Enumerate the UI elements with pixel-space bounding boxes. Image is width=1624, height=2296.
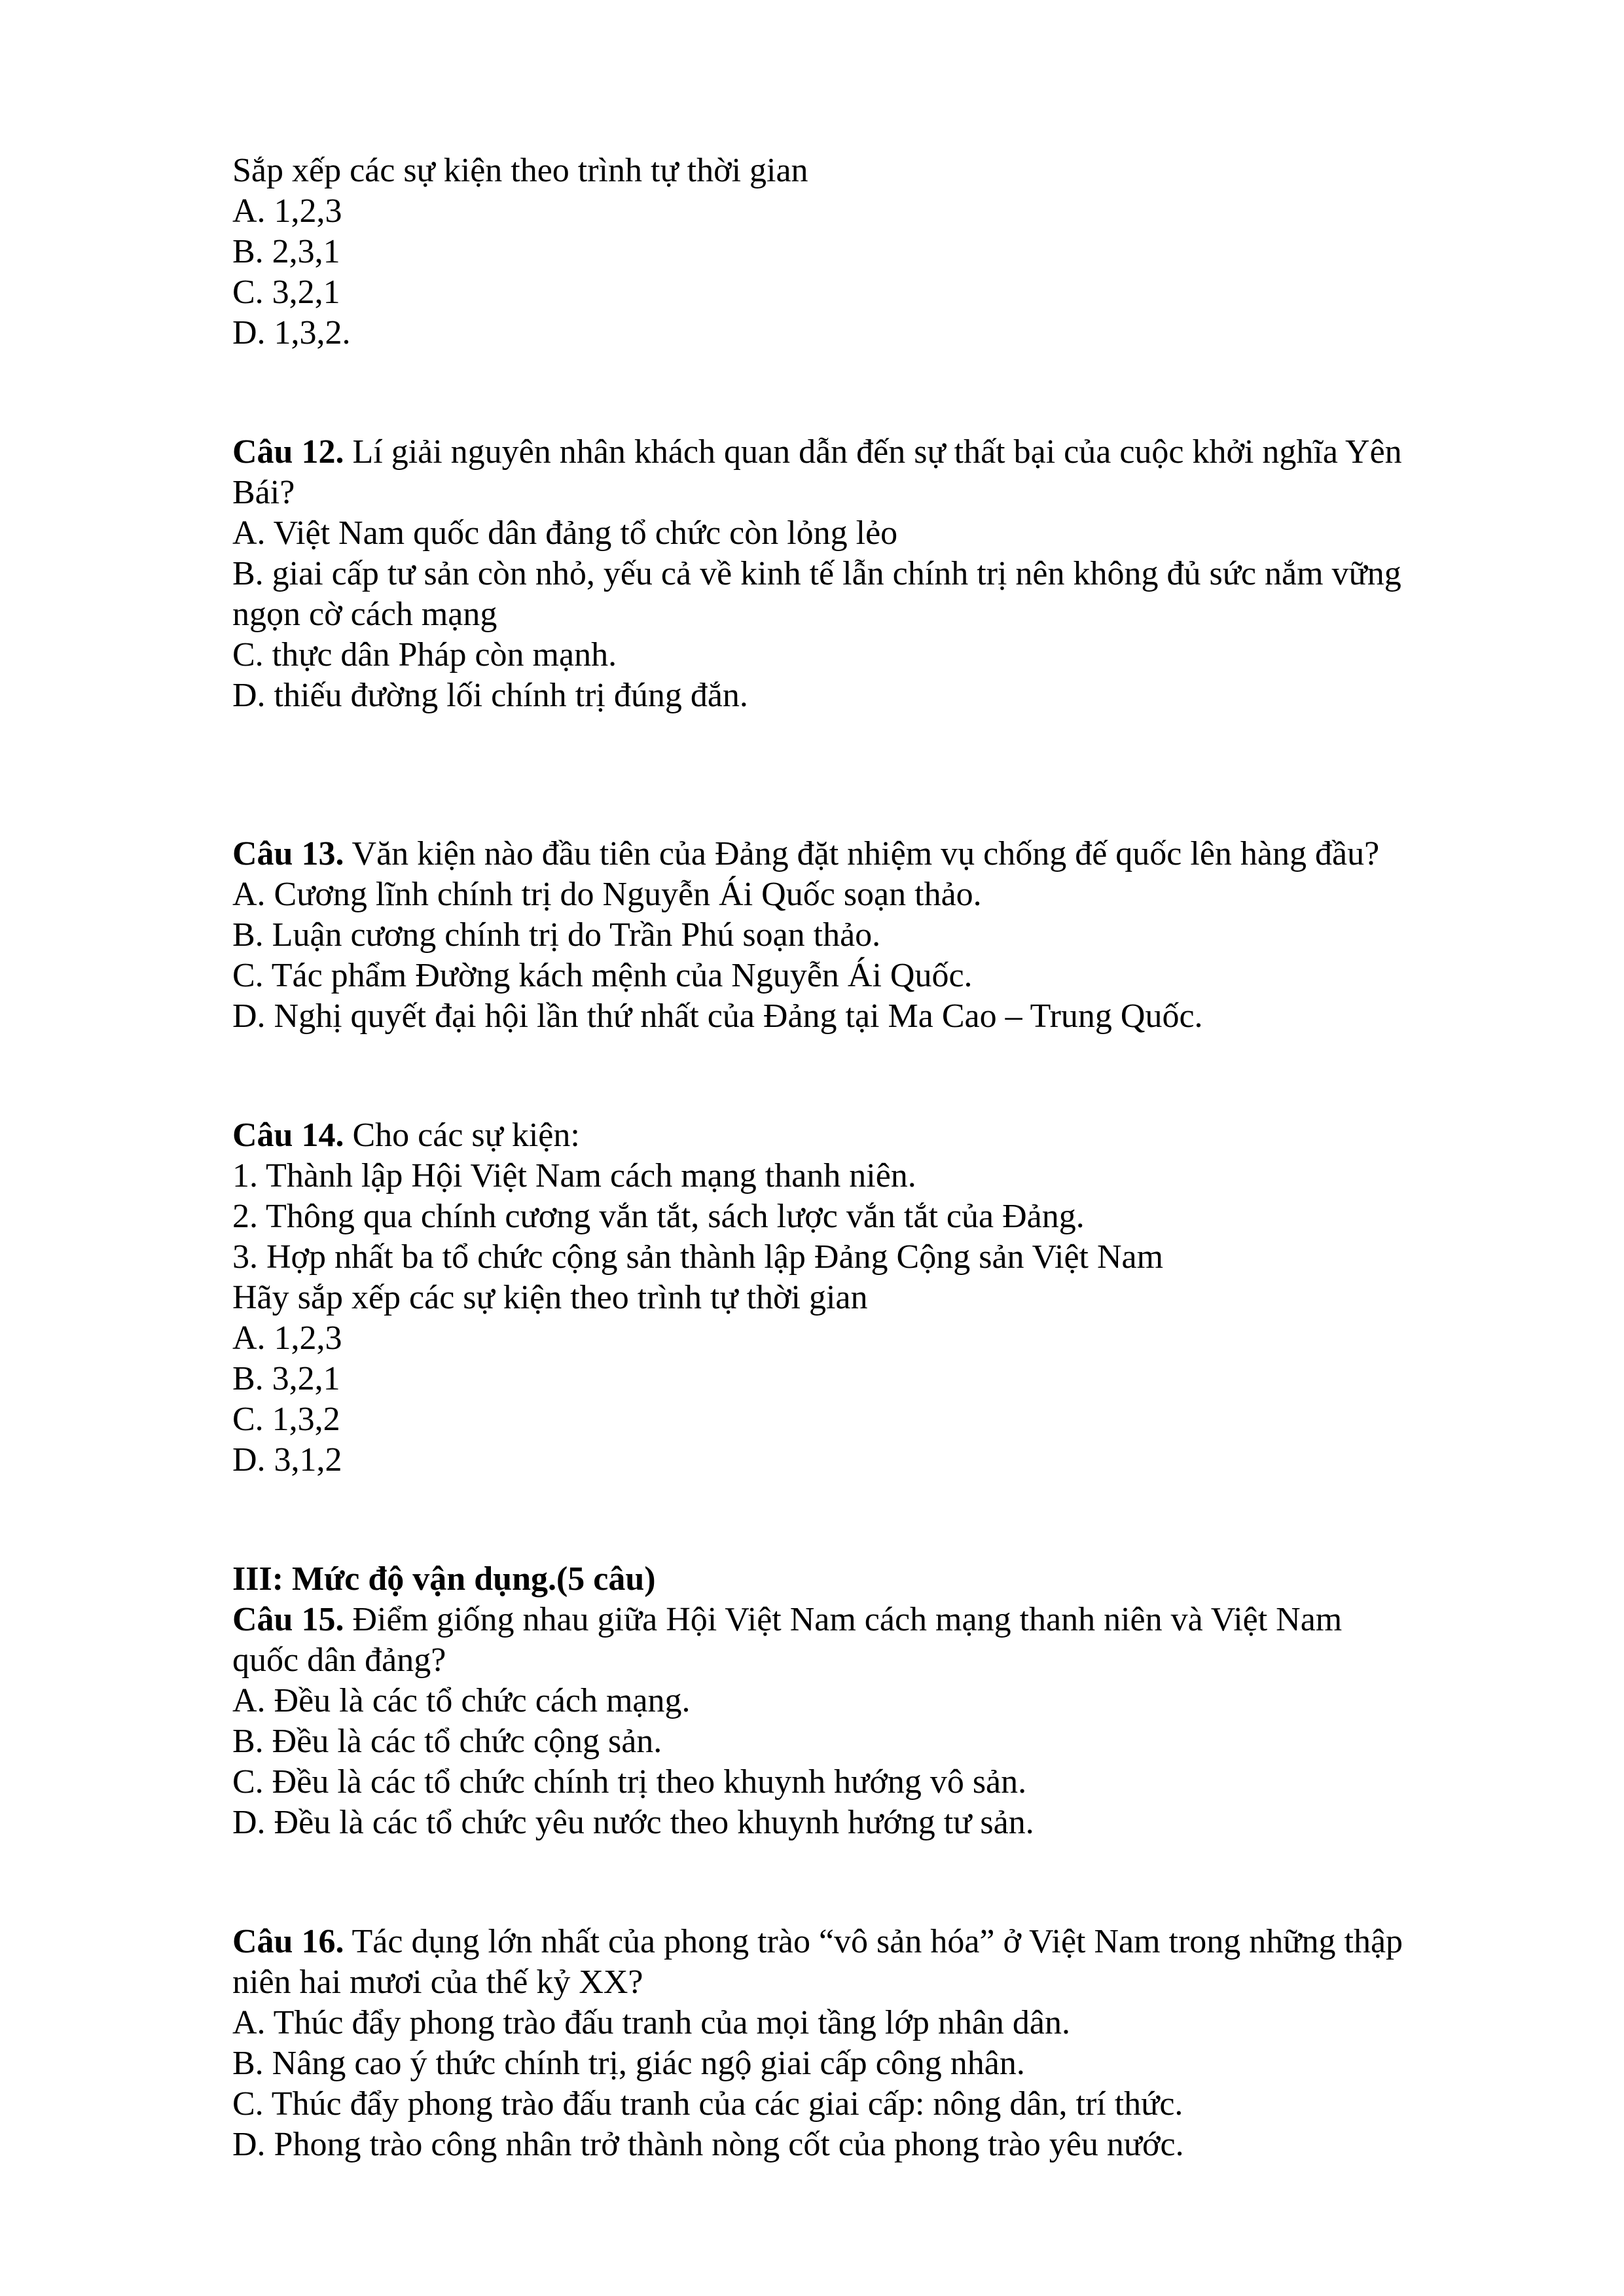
question-15-option-c: C. Đều là các tổ chức chính trị theo khuynh hướng vô sản. — [232, 1763, 1027, 1801]
intro-option-b: B. 2,3,1 — [232, 233, 340, 270]
question-12-option-c: C. thực dân Pháp còn mạnh. — [232, 636, 617, 673]
question-12-label: Câu 12. — [232, 433, 344, 471]
question-14-option-a: A. 1,2,3 — [232, 1319, 342, 1357]
question-15-option-d: D. Đều là các tổ chức yêu nước theo khuynh hướng tư sản. — [232, 1804, 1034, 1841]
question-16-label: Câu 16. — [232, 1923, 344, 1960]
question-14-text: Cho các sự kiện: — [344, 1117, 580, 1154]
question-13-label: Câu 13. — [232, 835, 344, 872]
intro-block — [232, 151, 1476, 353]
question-16 — [232, 1922, 1476, 2165]
question-16-text-line2: niên hai mươi của thế kỷ XX? — [232, 1964, 643, 2001]
question-15 — [232, 1600, 1476, 1843]
question-15-text-line2: quốc dân đảng? — [232, 1641, 446, 1679]
question-12-option-b-cont: ngọn cờ cách mạng — [232, 596, 497, 633]
question-13-text-line — [232, 834, 1476, 874]
question-13-option-d: D. Nghị quyết đại hội lần thứ nhất của Đảng tại Ma Cao – Trung Quốc. — [232, 997, 1203, 1035]
question-13-option-b: B. Luận cương chính trị do Trần Phú soạn thảo. — [232, 916, 881, 954]
question-16-text-line1 — [232, 1922, 1476, 1962]
question-16-text: Tác dụng lớn nhất của phong trào “vô sản hóa” ở Việt Nam trong những thập — [344, 1923, 1403, 1960]
question-12-text-line1 — [232, 432, 1476, 473]
question-15-label: Câu 15. — [232, 1601, 344, 1638]
question-14-instruction: Hãy sắp xếp các sự kiện theo trình tự thời gian — [232, 1279, 868, 1316]
question-15-text-line1 — [232, 1600, 1476, 1640]
question-14-text-line — [232, 1115, 1476, 1156]
section-heading: III: Mức độ vận dụng.(5 câu) — [232, 1560, 656, 1598]
question-14-event-3: 3. Hợp nhất ba tổ chức cộng sản thành lập Đảng Cộng sản Việt Nam — [232, 1238, 1164, 1276]
question-12-text-line2: Bái? — [232, 474, 295, 511]
question-14-option-d: D. 3,1,2 — [232, 1441, 342, 1479]
question-14-option-b: B. 3,2,1 — [232, 1360, 340, 1397]
question-14-option-c: C. 1,3,2 — [232, 1401, 340, 1438]
question-16-option-d: D. Phong trào công nhân trở thành nòng cốt của phong trào yêu nước. — [232, 2126, 1184, 2163]
question-14-event-1: 1. Thành lập Hội Việt Nam cách mạng thanh niên. — [232, 1157, 916, 1194]
intro-text: Sắp xếp các sự kiện theo trình tự thời gian — [232, 152, 808, 189]
intro-option-c: C. 3,2,1 — [232, 274, 340, 311]
question-12-text: Lí giải nguyên nhân khách quan dẫn đến sự thất bại của cuộc khởi nghĩa Yên — [344, 433, 1402, 471]
question-14-event-2: 2. Thông qua chính cương vắn tắt, sách lược vắn tắt của Đảng. — [232, 1198, 1085, 1235]
question-15-option-a: A. Đều là các tổ chức cách mạng. — [232, 1682, 691, 1719]
intro-option-d: D. 1,3,2. — [232, 314, 351, 351]
intro-option-a: A. 1,2,3 — [232, 192, 342, 230]
question-12-option-a: A. Việt Nam quốc dân đảng tổ chức còn lỏng lẻo — [232, 514, 898, 552]
question-12 — [232, 432, 1476, 716]
spacer — [232, 353, 1476, 432]
question-12-option-d: D. thiếu đường lối chính trị đúng đắn. — [232, 677, 748, 714]
spacer — [232, 1480, 1476, 1559]
spacer — [232, 1843, 1476, 1922]
question-15-option-b: B. Đều là các tổ chức cộng sản. — [232, 1723, 662, 1760]
question-13-option-c: C. Tác phẩm Đường kách mệnh của Nguyễn Ái Quốc. — [232, 957, 973, 994]
question-16-option-c: C. Thúc đẩy phong trào đấu tranh của các giai cấp: nông dân, trí thức. — [232, 2085, 1183, 2123]
question-16-option-a: A. Thúc đẩy phong trào đấu tranh của mọi tầng lớp nhân dân. — [232, 2004, 1070, 2041]
question-12-option-b: B. giai cấp tư sản còn nhỏ, yếu cả về kinh tế lẫn chính trị nên không đủ sức nắm vững — [232, 555, 1401, 592]
question-13-option-a: A. Cương lĩnh chính trị do Nguyễn Ái Quốc soạn thảo. — [232, 876, 982, 913]
question-15-text: Điểm giống nhau giữa Hội Việt Nam cách mạng thanh niên và Việt Nam — [344, 1601, 1343, 1638]
question-14-label: Câu 14. — [232, 1117, 344, 1154]
question-16-option-b: B. Nâng cao ý thức chính trị, giác ngộ giai cấp công nhân. — [232, 2045, 1025, 2082]
question-14 — [232, 1115, 1476, 1480]
spacer — [232, 716, 1476, 834]
document-page — [232, 151, 1476, 2165]
question-13-text: Văn kiện nào đầu tiên của Đảng đặt nhiệm vụ chống đế quốc lên hàng đầu? — [344, 835, 1380, 872]
spacer — [232, 1037, 1476, 1115]
question-13 — [232, 834, 1476, 1037]
